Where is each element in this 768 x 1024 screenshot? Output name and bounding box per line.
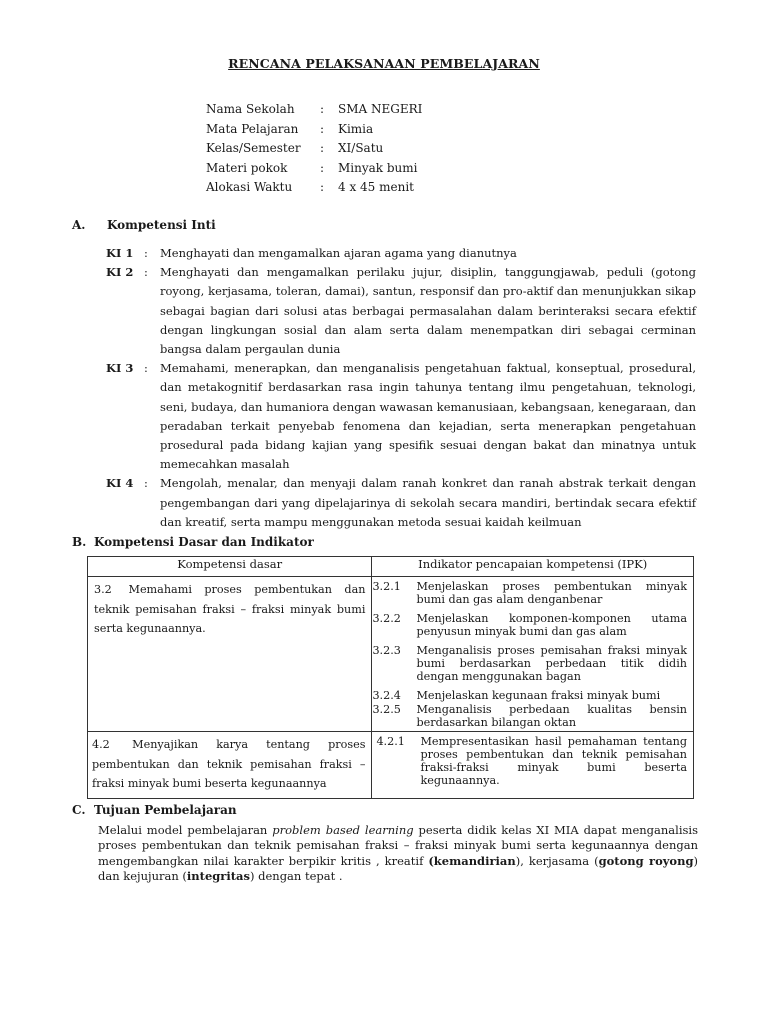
info-label: Kelas/Semester [206,141,301,155]
competency-table [87,556,694,799]
info-value: XI/Satu [338,141,384,155]
ki-list [106,244,696,532]
objective-text: Melalui model pembelajaran [98,823,273,837]
indicator-cell [372,732,694,799]
section-letter: B. [72,535,87,549]
info-row-time [206,178,422,198]
indicator-text: Menjelaskan komponen-komponen utama penyusun minyak bumi dan gas alam [416,612,687,638]
indicator-text: Menjelaskan kegunaan fraksi minyak bumi [416,689,661,702]
character-value: gotong royong [598,853,694,868]
ki-text: Menghayati dan mengamalkan perilaku jujur, disiplin, tanggungjawab, peduli (gotong royong, kerjasama, toleran, damai), santun, responsif dan pro-aktif dan menunjukkan sikap sebagai bagian dari solusi atas berbagai permasalahan dalam berinteraksi secara efektif dengan lingkungan sosial dan alam serta dalam menempatkan diri sebagai cerminan bangsa dalam pergaulan dunia [160,265,696,357]
character-value: (kemandirian [428,853,516,868]
info-row-school [206,100,422,120]
ki-item [106,474,696,532]
indicator-cell [372,577,694,732]
indicator-item [372,689,687,702]
ki-separator: : [144,265,148,280]
document-title: RENCANA PELAKSANAAN PEMBELAJARAN [228,56,540,71]
info-row-subject [206,120,422,140]
kd-number: 4.2 [92,738,110,751]
section-c-heading [72,803,237,817]
table-row [88,732,694,799]
ki-code: KI 3 [106,361,134,376]
learning-objective-paragraph [98,823,698,884]
ki-item [106,244,696,263]
indicator-number: 3.2.2 [372,612,401,625]
kd-cell [88,577,372,732]
objective-text: peserta didik kelas XI MIA dapat menganalisis proses pembentukan dan teknik pemisahan fraksi – fraksi minyak bumi serta kegunaannya dengan mengembangkan nilai karakter berpikir kritis , kreatif [98,823,698,868]
info-separator: : [320,160,325,175]
info-separator: : [320,121,325,136]
info-value: Minyak bumi [338,160,418,175]
info-separator: : [320,180,325,194]
school-info [206,100,422,198]
info-value: SMA NEGERI [338,102,423,116]
table-header: Indikator pencapaian kompetensi (IPK) [372,557,694,577]
indicator-number: 3.2.5 [372,703,401,716]
indicator-text: Mempresentasikan hasil pemahaman tentang proses pembentukan dan teknik pemisahan fraksi-fraksi minyak bumi beserta kegunaannya. [420,735,687,787]
section-a-heading [72,218,216,232]
ki-text: Menghayati dan mengamalkan ajaran agama yang dianutnya [160,246,517,260]
ki-code: KI 4 [106,476,134,491]
indicator-number: 4.2.1 [376,735,405,748]
ki-code: KI 1 [106,246,134,260]
indicator-item [372,580,687,606]
ki-item [106,359,696,474]
section-title: Kompetensi Inti [107,218,216,232]
ki-text: Memahami, menerapkan, dan menganalisis pengetahuan faktual, konseptual, prosedural, dan metakognitif berdasarkan rasa ingin tahunya tentang ilmu pengetahuan, teknologi, seni, budaya, dan humaniora dengan wawasan kemanusiaan, kebangsaan, kenegaraan, dan peradaban terkait penyebab fenomena dan kejadian, serta menerapkan pengetahuan prosedural pada bidang kajian yang spesifik sesuai dengan bakat dan minatnya untuk memecahkan masalah [160,361,696,472]
ki-text: Mengolah, menalar, dan menyaji dalam ranah konkret dan ranah abstrak terkait dengan pengembangan dari yang dipelajarinya di sekolah secara mandiri, bertindak secara efektif dan kreatif, serta mampu menggunakan metoda sesuai kaidah keilmuan [160,476,696,529]
character-value: integritas [186,868,250,883]
info-label: Materi pokok [206,160,288,175]
objective-text: ) dengan tepat . [249,868,343,883]
kd-number: 3.2 [94,583,112,596]
table-row [88,577,694,732]
model-name: problem based learning [272,823,414,837]
info-row-class [206,139,422,159]
ki-separator: : [144,246,148,260]
info-label: Nama Sekolah [206,102,295,116]
info-separator: : [320,102,325,116]
indicator-item [376,735,687,787]
ki-separator: : [144,476,148,491]
kd-text: Memahami proses pembentukan dan teknik pemisahan fraksi – fraksi minyak bumi serta kegunaannya. [94,583,366,635]
table-header: Kompetensi dasar [88,557,372,577]
indicator-item [372,644,687,683]
ki-separator: : [144,361,148,376]
kd-text: Menyajikan karya tentang proses pembentukan dan teknik pemisahan fraksi – fraksi minyak bumi beserta kegunaannya [92,738,366,790]
ki-code: KI 2 [106,265,134,280]
indicator-text: Menjelaskan proses pembentukan minyak bumi dan gas alam denganbenar [416,580,687,606]
table-header-row [88,557,694,577]
info-value: Kimia [338,121,374,136]
info-row-topic [206,159,422,179]
indicator-text: Menganalisis proses pemisahan fraksi minyak bumi berdasarkan perbedaan titik didih dengan menggunakan bagan [416,644,687,683]
indicator-number: 3.2.3 [372,644,401,657]
section-title: Tujuan Pembelajaran [94,803,237,817]
indicator-number: 3.2.1 [372,580,401,593]
info-separator: : [320,141,325,155]
section-b-heading [72,535,314,549]
section-title: Kompetensi Dasar dan Indikator [94,535,314,549]
info-label: Mata Pelajaran [206,121,299,136]
section-letter: A. [72,218,86,232]
info-value: 4 x 45 menit [338,180,414,194]
indicator-item [372,703,687,729]
objective-text: ) dan kejujuran ( [98,853,698,883]
indicator-text: Menganalisis perbedaan kualitas bensin berdasarkan bilangan oktan [416,703,687,729]
ki-item [106,263,696,359]
kd-cell [88,732,372,799]
objective-text: ), kerjasama ( [515,853,599,868]
section-letter: C. [72,803,86,817]
info-label: Alokasi Waktu [206,180,293,194]
indicator-item [372,612,687,638]
indicator-number: 3.2.4 [372,689,401,702]
